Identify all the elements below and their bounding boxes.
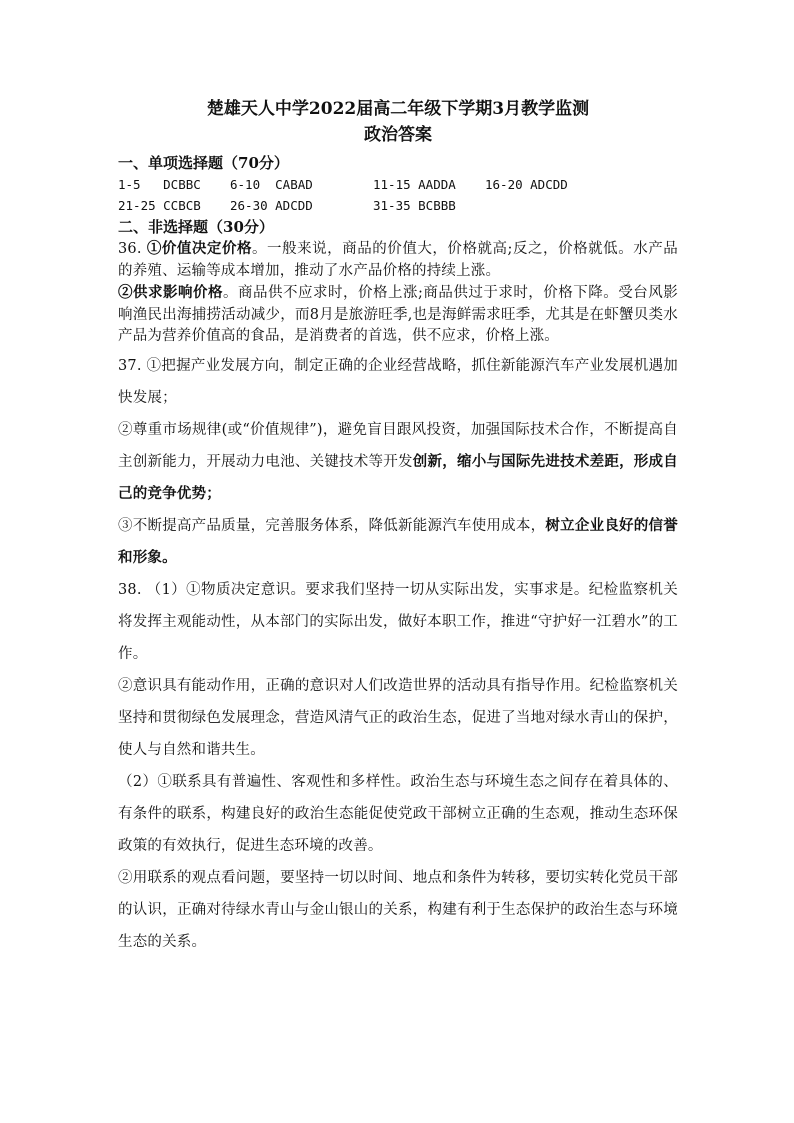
q37-point-2-text: ②尊重市场规律(或“价值规律”)，避免盲目跟风投资，加强国际技术合作，不断提高自主创新能力，开展动力电池、关键技术等开发 [118, 421, 678, 470]
answer-group: 21-25 CCBCB [118, 198, 201, 213]
q36-point-2 [118, 282, 678, 348]
answer-sheet [118, 96, 678, 958]
section-heading-choice: 一、单项选择题（70分） [118, 154, 289, 172]
answer-group: 31-35 BCBBB [373, 198, 456, 213]
q36-point-1 [118, 238, 678, 282]
q38-point-4: ②用联系的观点看问题，要坚持一切以时间、地点和条件为转移，要切实转化党员干部的认识，正确对待绿水青山与金山银山的关系，构建有利于生态保护的政治生态与环境生态的关系。 [118, 869, 678, 950]
section-heading-essay: 二、非选择题（30分） [118, 218, 274, 236]
page-title: 楚雄天人中学2022届高二年级下学期3月教学监测 [206, 99, 590, 119]
answer-group: 11-15 AADDA [373, 177, 456, 192]
answer-row [118, 195, 678, 216]
q36-point-2-text: 。商品供不应求时，价格上涨;商品供过于求时，价格下降。受台风影响渔民出海捕捞活动减少，而8月是旅游旺季,也是海鲜需求旺季，尤其是在虾蟹贝类水产品为营养价值高的食品，是消费者的首选，供不应求，价格上涨。 [118, 285, 678, 344]
answer-row [118, 174, 678, 195]
q37-point-3-text: ③不断提高产品质量，完善服务体系，降低新能源汽车使用成本， [118, 517, 546, 534]
q36-number: 36. [118, 241, 147, 257]
q38-point-1: 38. （1）①物质决定意识。要求我们坚持一切从实际出发，实事求是。纪检监察机关将发挥主观能动性，从本部门的实际出发，做好本职工作，推进“守护好一江碧水”的工作。 [118, 581, 678, 662]
page-subtitle: 政治答案 [364, 125, 432, 145]
q38-point-2: ②意识具有能动作用，正确的意识对人们改造世界的活动具有指导作用。纪检监察机关坚持和贯彻绿色发展理念，营造风清气正的政治生态，促进了当地对绿水青山的保护，使人与自然和谐共生。 [118, 677, 678, 758]
q36-point-2-key: ②供求影响价格 [118, 284, 223, 301]
q36-point-1-key: ①价值决定价格 [146, 240, 253, 257]
q37-point-2 [118, 414, 678, 510]
q37-point-2-key: 创新，缩小与国际先进技术差距，形成自己的竞争优势； [118, 452, 678, 502]
answer-group: 1-5 DCBBC [118, 177, 201, 192]
q38-point-3: （2）①联系具有普遍性、客观性和多样性。政治生态与环境生态之间存在着具体的、有条件的联系，构建良好的政治生态能促使党政干部树立正确的生态观，推动生态环保政策的有效执行，促进生态环境的改善。 [118, 773, 678, 854]
answer-group: 6-10 CABAD [230, 177, 313, 192]
q37-point-1: 37. ①把握产业发展方向，制定正确的企业经营战略，抓住新能源汽车产业发展机遇加快发展； [118, 357, 678, 406]
q36-point-1-text: 。一般来说，商品的价值大，价格就高;反之，价格就低。水产品的养殖、运输等成本增加，推动了水产品价格的持续上涨。 [118, 241, 678, 279]
q37-point-3-key: 树立企业良好的信誉和形象。 [118, 516, 678, 566]
q37-point-3 [118, 510, 678, 574]
answer-group: 16-20 ADCDD [485, 177, 568, 192]
answer-group: 26-30 ADCDD [230, 198, 313, 213]
